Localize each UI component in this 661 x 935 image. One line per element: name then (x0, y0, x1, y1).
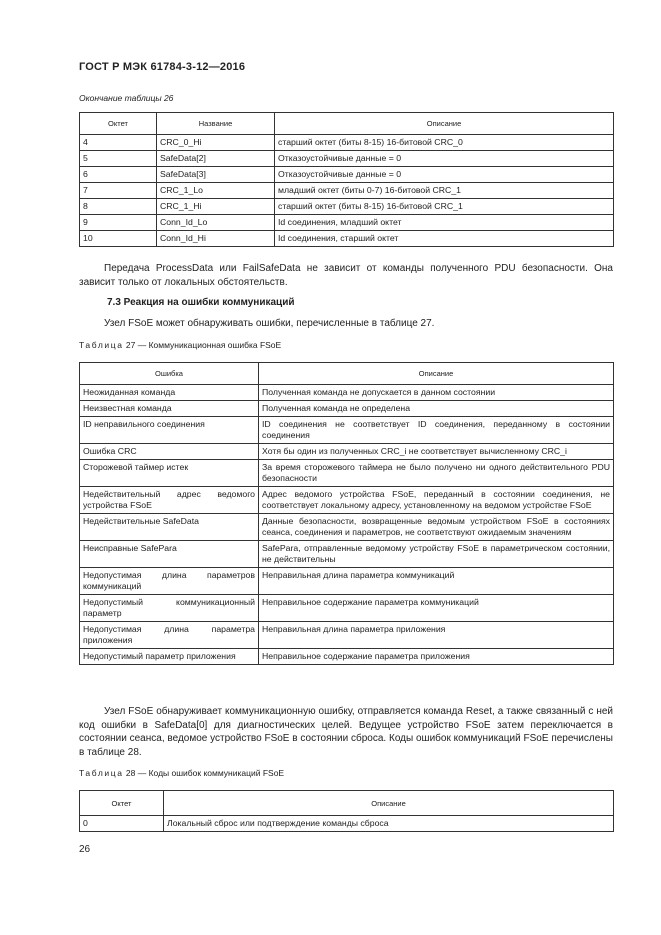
table-cell: Id соединения, старший октет (275, 231, 614, 247)
table-row (80, 514, 614, 541)
table-cell: Сторожевой таймер истек (80, 460, 259, 487)
table-cell: старший октет (биты 8-15) 16-битовой CRC_1 (275, 199, 614, 215)
table-row (80, 649, 614, 665)
table-cell: Хотя бы один из полученных CRC_i не соответствует вычисленному CRC_i (259, 444, 614, 460)
table-27-caption-text: 27 — Коммуникационная ошибка FSoE (123, 340, 282, 350)
table-cell: Неправильное содержание параметра приложения (259, 649, 614, 665)
table-cell: 10 (80, 231, 157, 247)
table-row (80, 215, 614, 231)
table-row (80, 135, 614, 151)
table-26-header-description: Описание (275, 113, 614, 135)
table-cell: Недействительный адрес ведомого устройства FSoE (80, 487, 259, 514)
document-header: ГОСТ Р МЭК 61784-3-12—2016 (79, 61, 246, 73)
table-cell: 9 (80, 215, 157, 231)
table-cell: 8 (80, 199, 157, 215)
table-cell: Conn_Id_Hi (157, 231, 275, 247)
table-cell: 6 (80, 167, 157, 183)
table-28-header-description: Описание (164, 791, 614, 816)
paragraph-intro (79, 317, 613, 331)
table-28-header-octet: Октет (80, 791, 164, 816)
table-27 (79, 362, 614, 665)
table-28-caption-label: Таблица (79, 768, 124, 778)
table-27-header-error: Ошибка (80, 363, 259, 385)
table-cell: Неправильная длина параметра коммуникаций (259, 568, 614, 595)
paragraph-processdata-text: Передача ProcessData или FailSafeData не зависит от команды полученного PDU безопасности. Она зависит только от локальных обстоятельств. (79, 263, 613, 288)
table-row (80, 417, 614, 444)
table-cell: CRC_1_Hi (157, 199, 275, 215)
table-cell: ID неправильного соединения (80, 417, 259, 444)
table-cell: Неожиданная команда (80, 385, 259, 401)
paragraph-reset (79, 705, 613, 759)
table-cell: Локальный сброс или подтверждение команды сброса (164, 816, 614, 832)
table-cell: CRC_1_Lo (157, 183, 275, 199)
table-cell: Неисправные SafePara (80, 541, 259, 568)
table-cell: SafePara, отправленные ведомому устройству FSoE в параметрическом состоянии, не действительны (259, 541, 614, 568)
table-row (80, 444, 614, 460)
table-cell: SafeData[2] (157, 151, 275, 167)
table-row (80, 167, 614, 183)
table-cell: Отказоустойчивые данные = 0 (275, 167, 614, 183)
table-cell: ID соединения не соответствует ID соединения, переданному в состоянии соединения (259, 417, 614, 444)
table-cell: Отказоустойчивые данные = 0 (275, 151, 614, 167)
table-cell: младший октет (биты 0-7) 16-битовой CRC_1 (275, 183, 614, 199)
table-cell: Conn_Id_Lo (157, 215, 275, 231)
table-cell: CRC_0_Hi (157, 135, 275, 151)
table-26-header-octet: Октет (80, 113, 157, 135)
table-26 (79, 112, 614, 247)
table-cell: SafeData[3] (157, 167, 275, 183)
table-cell: Недопустимая длина параметра приложения (80, 622, 259, 649)
table-cell: За время сторожевого таймера не было получено ни одного действительного PDU безопасности (259, 460, 614, 487)
table-28-body (80, 816, 614, 832)
table-27-caption (79, 340, 281, 350)
paragraph-intro-text: Узел FSoE может обнаруживать ошибки, перечисленные в таблице 27. (104, 318, 435, 329)
page-number: 26 (79, 844, 91, 855)
table-27-caption-label: Таблица (79, 340, 124, 350)
table-cell: 5 (80, 151, 157, 167)
table-cell: Недопустимый параметр приложения (80, 649, 259, 665)
table-row (80, 199, 614, 215)
table-28-caption-text: 28 — Коды ошибок коммуникаций FSoE (123, 768, 285, 778)
table-row (80, 487, 614, 514)
table-cell: 7 (80, 183, 157, 199)
table-26-header-name: Название (157, 113, 275, 135)
table-26-caption: Окончание таблицы 26 (79, 93, 174, 103)
table-row (80, 595, 614, 622)
table-row (80, 183, 614, 199)
table-cell: 0 (80, 816, 164, 832)
table-row (80, 401, 614, 417)
table-row (80, 460, 614, 487)
table-cell: Недействительные SafeData (80, 514, 259, 541)
table-cell: Неправильная длина параметра приложения (259, 622, 614, 649)
table-26-body (80, 135, 614, 247)
table-row (80, 541, 614, 568)
table-28 (79, 790, 614, 832)
table-cell: Полученная команда не определена (259, 401, 614, 417)
table-row (80, 151, 614, 167)
table-cell: Адрес ведомого устройства FSoE, переданный в состоянии соединения, не соответствует локальному адресу, установленному на ведомом устройстве FSoE (259, 487, 614, 514)
table-cell: Недопустимый коммуникационный параметр (80, 595, 259, 622)
table-cell: Данные безопасности, возвращенные ведомым устройством FSoE в состояниях сеанса, соединения и параметров, не соответствуют ожидаемым значениям (259, 514, 614, 541)
table-row (80, 622, 614, 649)
table-27-body (80, 385, 614, 665)
table-cell: Недопустимая длина параметров коммуникаций (80, 568, 259, 595)
table-cell: Ошибка CRC (80, 444, 259, 460)
table-cell: Неправильное содержание параметра коммуникаций (259, 595, 614, 622)
table-cell: Id соединения, младший октет (275, 215, 614, 231)
table-cell: Неизвестная команда (80, 401, 259, 417)
table-cell: Полученная команда не допускается в данном состоянии (259, 385, 614, 401)
table-cell: старший октет (биты 8-15) 16-битовой CRC_0 (275, 135, 614, 151)
table-row (80, 816, 614, 832)
table-28-caption (79, 768, 284, 778)
table-27-header-description: Описание (259, 363, 614, 385)
table-cell: 4 (80, 135, 157, 151)
table-row (80, 568, 614, 595)
section-heading: 7.3 Реакция на ошибки коммуникаций (107, 297, 295, 308)
paragraph-processdata (79, 262, 613, 289)
table-row (80, 385, 614, 401)
table-row (80, 231, 614, 247)
paragraph-reset-text: Узел FSoE обнаруживает коммуникационную ошибку, отправляется команда Reset, а также связанный с ней код ошибки в SafeData[0] для диагностических целей. Ведущее устройство FSoE затем переключается в состоянии сеанса, ведомое устройство FSoE в состоянии сброса. Коды ошибок коммуникаций FSoE перечислены в таблице 28. (79, 706, 613, 758)
